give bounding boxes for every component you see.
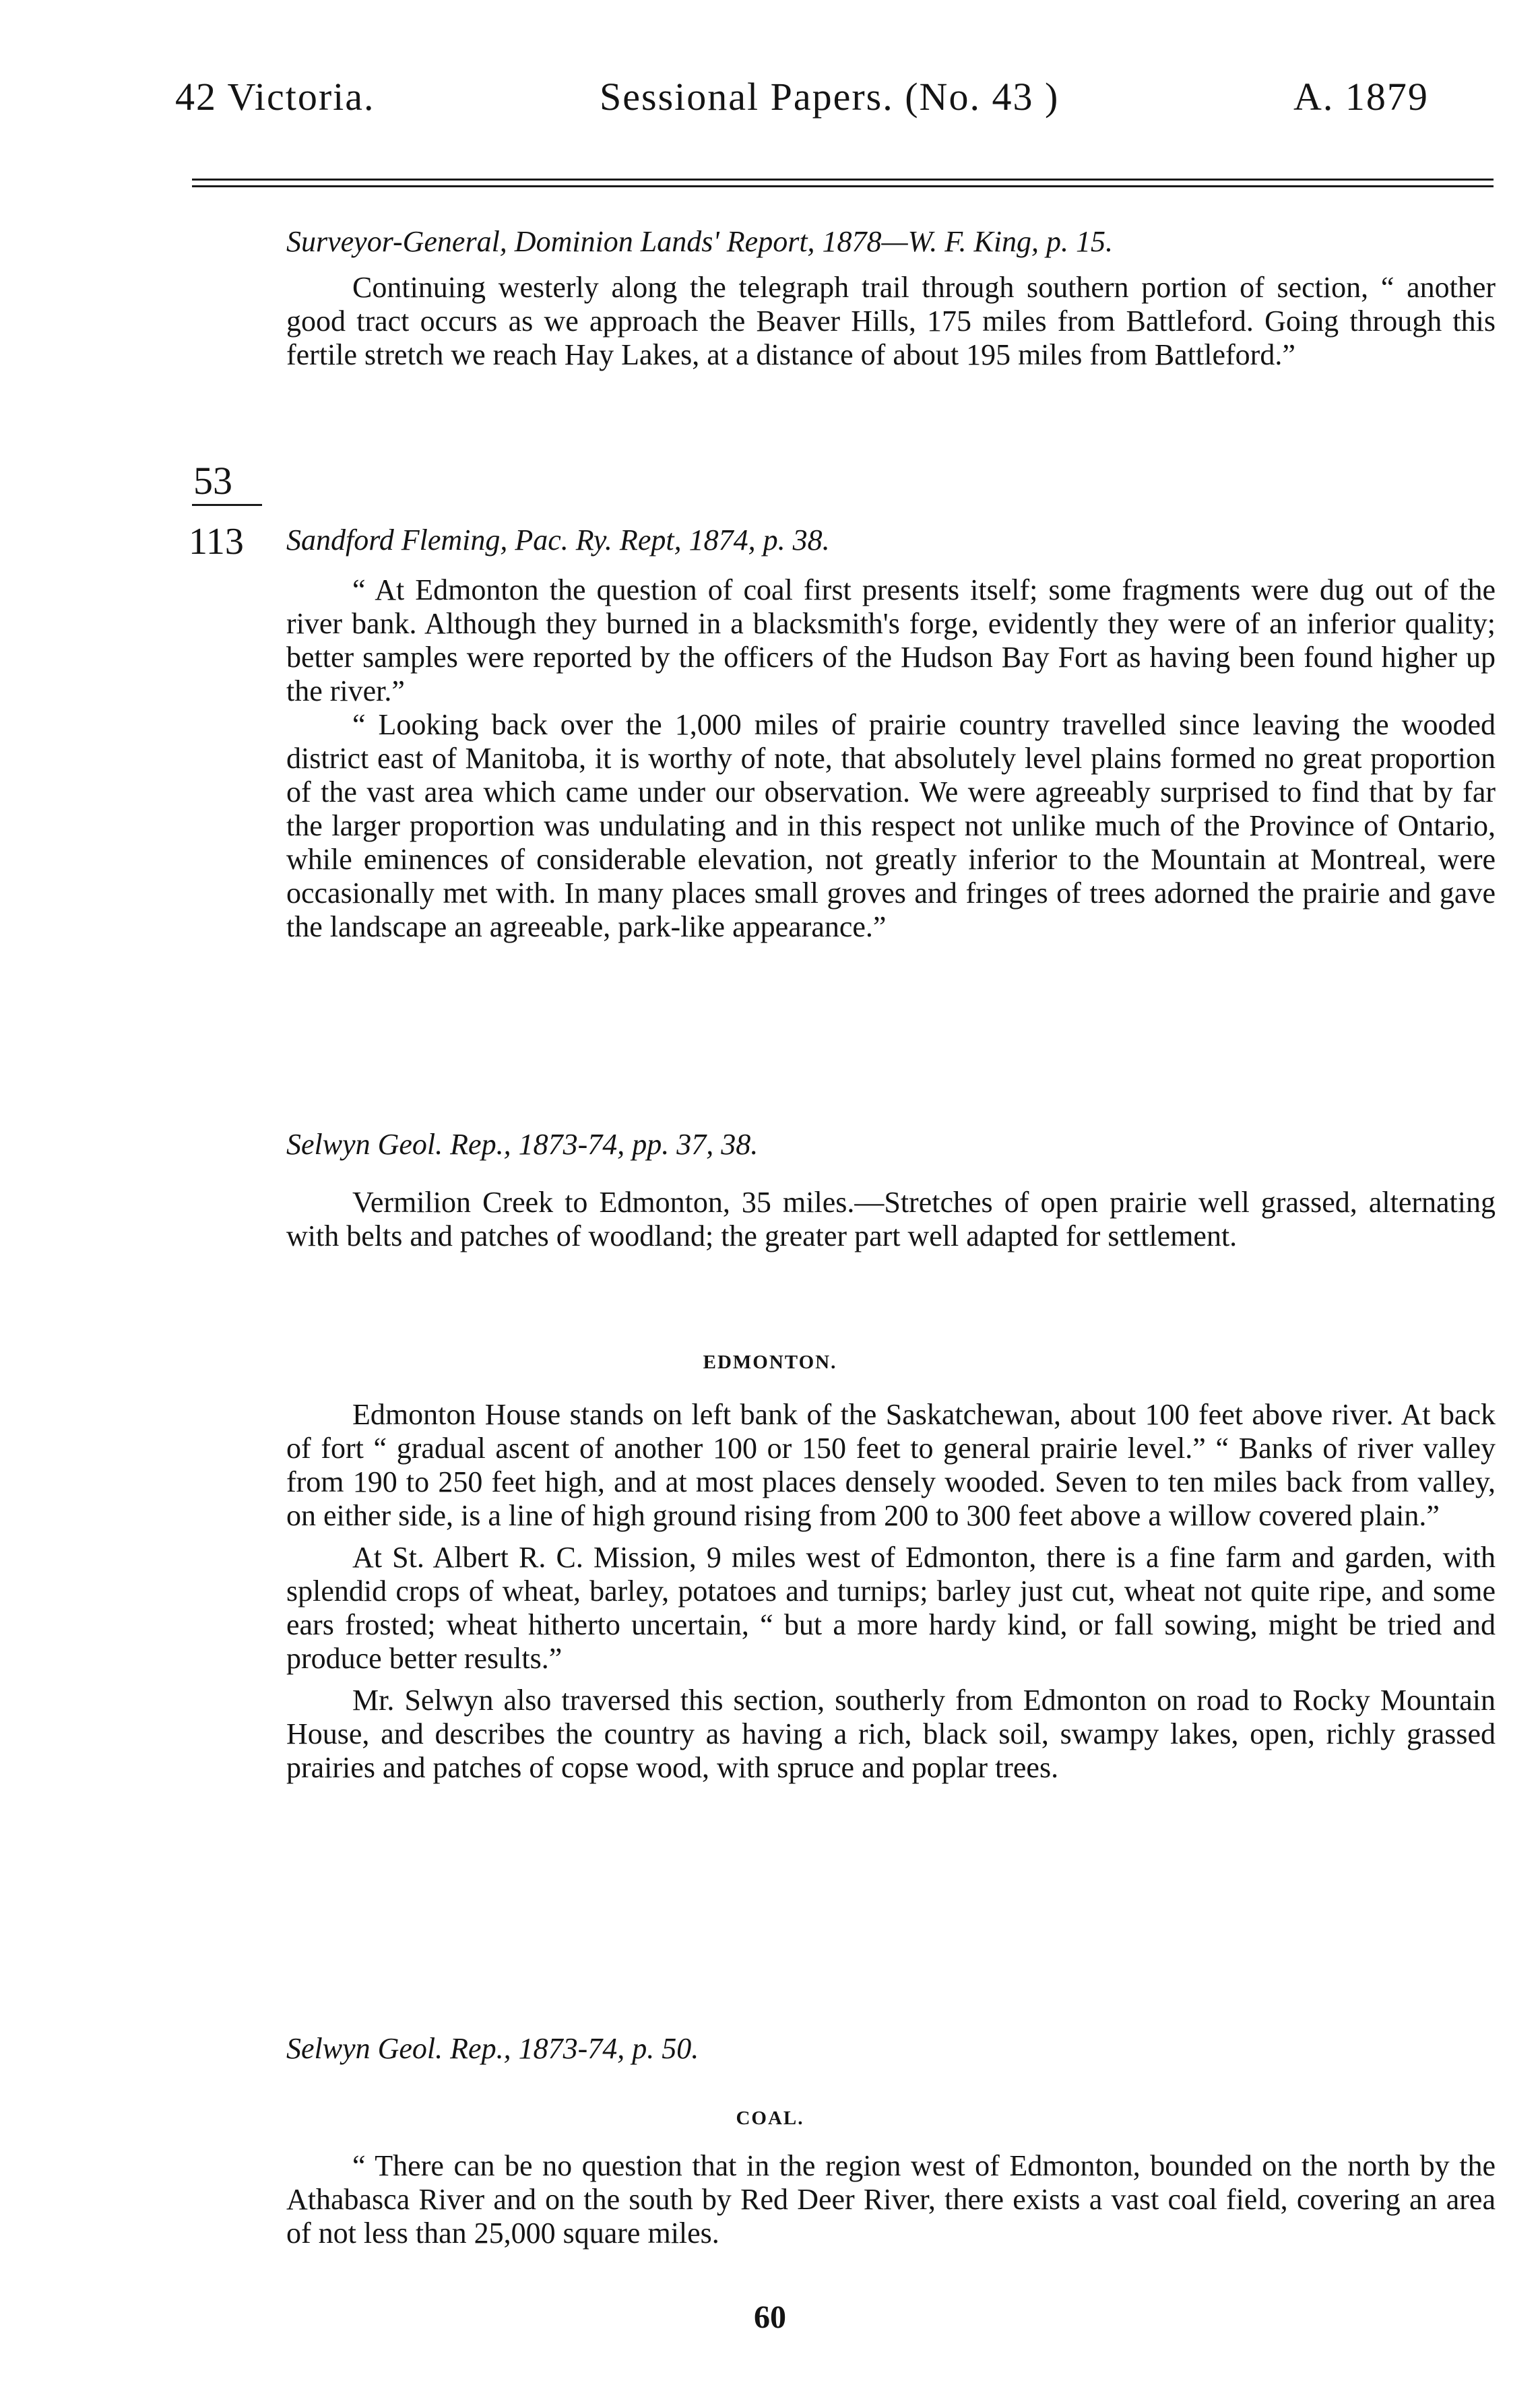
margin-note-rule — [192, 504, 262, 506]
paragraph: “ Looking back over the 1,000 miles of prairie country travelled since leaving the wooded district east of Manitoba, it is worthy of note, that absolutely level plains formed no great proportion of the vast area which came under our observation. We were agreeably surprised to find that by far the larger proportion was undulating and in this respect not unlike much of the Province of Ontario, while eminences of considerable elevation, not greatly inferior to the Mountain at Montreal, were occasionally met with. In many places small groves and fringes of trees adorned the prairie and gave the landscape an agreeable, park-like appearance.” — [286, 708, 1496, 943]
header-title: Sessional Papers. (No. 43 ) — [600, 75, 1060, 119]
section-fleming — [286, 521, 1496, 944]
header-session: 42 Victoria. — [175, 75, 375, 119]
citation-selwyn-1: Selwyn Geol. Rep., 1873-74, pp. 37, 38. — [286, 1128, 759, 1161]
heading-coal: COAL. — [736, 2107, 804, 2129]
citation-selwyn-2: Selwyn Geol. Rep., 1873-74, p. 50. — [286, 2032, 699, 2065]
paragraph: Continuing westerly along the telegraph trail through southern portion of section, “ another good tract occurs as we approach the Beaver Hills, 175 miles from Battleford. Going through this fertile stretch we reach Hay Lakes, at a distance of about 195 miles from Battleford.” — [286, 271, 1496, 371]
margin-note-number-bottom: 113 — [189, 521, 244, 563]
paragraph: Edmonton House stands on left bank of the Saskatchewan, about 100 feet above river. At back of fort “ gradual ascent of another 100 or 150 feet to general prairie level.” “ Banks of river valley from 190 to 250 feet high, and at most places densely wooded. Seven to ten miles back from valley, on either side, is a line of high ground rising from 200 to 300 feet above a willow covered plain.” — [286, 1398, 1496, 1532]
margin-note-number-top: 53 — [193, 459, 232, 503]
section-selwyn-vermilion — [286, 1125, 1496, 1253]
header-year: A. 1879 — [1293, 75, 1429, 119]
header-rule-bottom — [192, 185, 1494, 187]
section-edmonton — [286, 1398, 1496, 1785]
running-header — [0, 74, 1540, 141]
paragraph: Mr. Selwyn also traversed this section, southerly from Edmonton on road to Rocky Mountain House, and describes the country as having a rich, black soil, swampy lakes, open, richly grassed prairies and patches of copse wood, with spruce and poplar trees. — [286, 1684, 1496, 1784]
paragraph: Vermilion Creek to Edmonton, 35 miles.—Stretches of open prairie well grassed, alternating with belts and patches of woodland; the greater part well adapted for settlement. — [286, 1186, 1496, 1252]
page-number: 60 — [754, 2299, 786, 2335]
header-rule-top — [192, 179, 1494, 181]
citation-surveyor-general: Surveyor-General, Dominion Lands' Report, 1878—W. F. King, p. 15. — [286, 225, 1114, 258]
paragraph: “ There can be no question that in the region west of Edmonton, bounded on the north by the Athabasca River and on the south by Red Deer River, there exists a vast coal field, covering an area of not less than 25,000 square miles. — [286, 2149, 1496, 2250]
section-selwyn-coal — [286, 2029, 1496, 2068]
citation-fleming: Sandford Fleming, Pac. Ry. Rept, 1874, p. 38. — [286, 523, 830, 556]
paragraph: “ At Edmonton the question of coal first presents itself; some fragments were dug out of the river bank. Although they burned in a blacksmith's forge, evidently they were of an inferior quality; better samples were reported by the officers of the Hudson Bay Fort as having been found higher up the river.” — [286, 573, 1496, 707]
section-surveyor-general — [286, 222, 1496, 372]
heading-edmonton: EDMONTON. — [703, 1352, 837, 1373]
section-coal — [286, 2149, 1496, 2250]
paragraph: At St. Albert R. C. Mission, 9 miles west of Edmonton, there is a fine farm and garden, with splendid crops of wheat, barley, potatoes and turnips; barley just cut, wheat not quite ripe, and some ears frosted; wheat hitherto uncertain, “ but a more hardy kind, or fall sowing, might be tried and produce better results.” — [286, 1541, 1496, 1675]
